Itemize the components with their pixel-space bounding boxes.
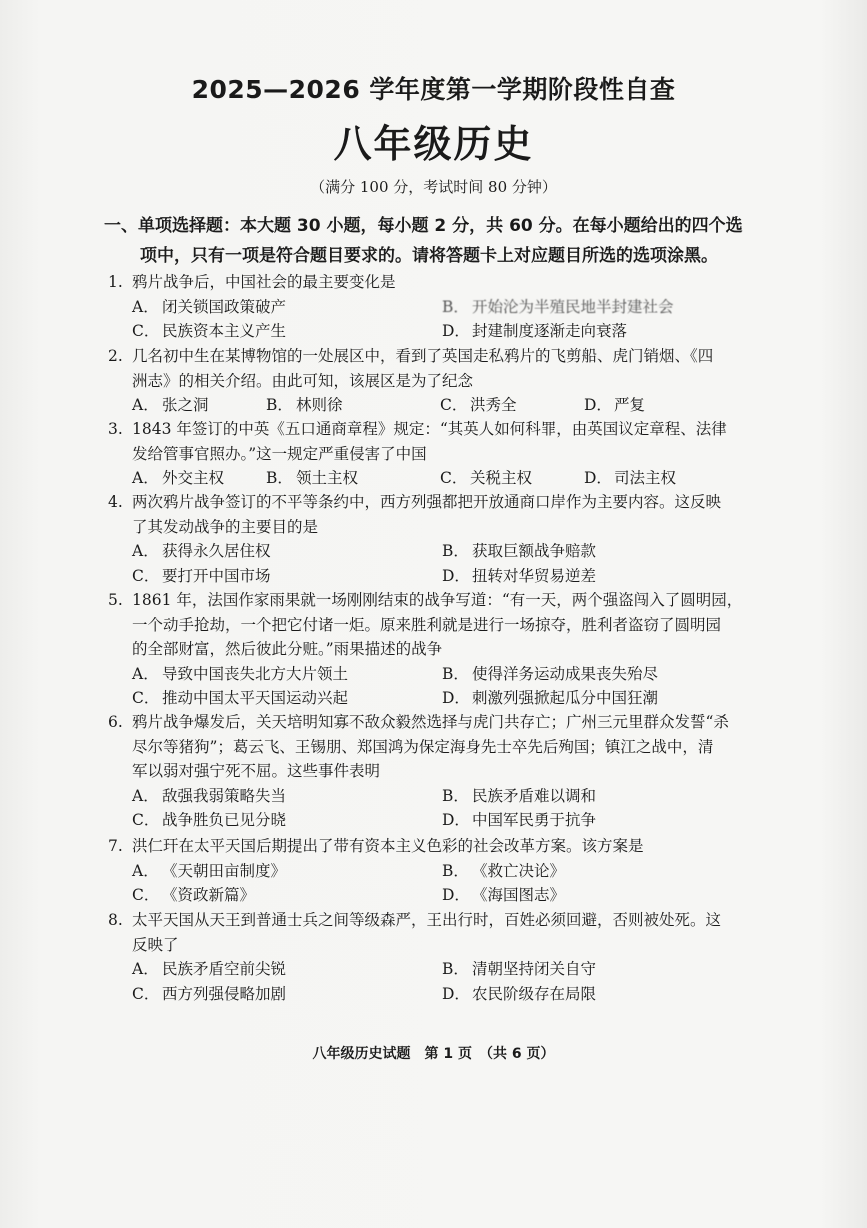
option-letter: C． (132, 322, 160, 340)
options-row (108, 859, 768, 884)
option-d (442, 564, 596, 589)
option-b (442, 662, 658, 687)
options-row (108, 808, 768, 833)
options-row (108, 295, 768, 320)
option-letter: A． (132, 960, 159, 978)
option-d (442, 883, 565, 908)
option-b (442, 784, 596, 809)
option-a (132, 784, 286, 809)
section-heading-line2: 项中，只有一项是符合题目要求的。请将答题卡上对应题目所选的选项涂黑。 (140, 246, 718, 266)
options-row (108, 393, 768, 418)
question-stem-continued (108, 735, 768, 760)
option-text: 中国军民勇于抗争 (472, 811, 597, 829)
option-letter: D． (442, 886, 470, 904)
question-stem (108, 490, 768, 515)
option-text: 司法主权 (614, 469, 677, 487)
section-heading (104, 211, 764, 271)
option-a (132, 393, 209, 418)
option-letter: B． (442, 861, 469, 880)
option-text: 关税主权 (470, 469, 533, 487)
option-letter: C． (440, 469, 468, 487)
option-text: 洪秀全 (470, 396, 517, 414)
options-row (108, 466, 768, 491)
option-letter: C． (132, 886, 160, 904)
option-b (442, 957, 596, 982)
question-7 (108, 834, 768, 908)
option-letter: B． (442, 542, 469, 560)
option-d (442, 982, 596, 1007)
question-stem (108, 344, 768, 369)
option-text: 农民阶级存在局限 (472, 984, 597, 1003)
option-letter: A． (132, 469, 159, 487)
option-text: 战争胜负已见分晓 (162, 811, 287, 829)
exam-note: （满分 100 分，考试时间 80 分钟） (310, 178, 557, 196)
section-heading-line1: 一、单项选择题：本大题 30 小题，每小题 2 分，共 60 分。在每小题给出的四个选 (104, 216, 743, 236)
question-stem-text: 1843 年签订的中英《五口通商章程》规定：“其英人如何科罪，由英国议定章程、法律 (132, 420, 727, 438)
option-text: 民族资本主义产生 (162, 322, 287, 340)
option-text: 闭关锁国政策破产 (162, 297, 287, 316)
question-stem-text: 两次鸦片战争签订的不平等条约中，西方列强都把开放通商口岸作为主要内容。这反映 (132, 493, 722, 511)
question-stem-continued (108, 613, 768, 638)
option-text: 封建制度逐渐走向衰落 (472, 322, 628, 340)
question-stem-continued (108, 637, 768, 662)
question-stem-continued (108, 369, 768, 394)
question-stem-text: 的全部财富，然后彼此分赃。”雨果描述的战争 (132, 640, 443, 658)
question-2 (108, 344, 768, 418)
options-row (108, 539, 768, 564)
question-stem-text: 1861 年，法国作家雨果就一场刚刚结束的战争写道：“有一天，两个强盗闯入了圆明园， (132, 591, 743, 609)
option-text: 张之洞 (162, 396, 209, 414)
question-number: 2. (108, 347, 123, 365)
question-stem (108, 908, 768, 933)
option-text: 使得洋务运动成果丧失殆尽 (472, 664, 659, 683)
question-8 (108, 908, 768, 1006)
option-c (132, 319, 286, 344)
option-text: 严复 (614, 396, 646, 414)
question-4 (108, 490, 768, 588)
option-b (266, 393, 343, 418)
question-stem-continued (108, 515, 768, 540)
option-text: 领土主权 (296, 469, 359, 487)
options-row (108, 686, 768, 711)
option-b (442, 859, 565, 884)
option-b (442, 295, 674, 320)
option-letter: B． (442, 960, 469, 978)
option-text: 《天朝田亩制度》 (162, 861, 287, 880)
question-stem-continued (108, 933, 768, 958)
option-b (266, 466, 358, 491)
option-letter: B． (442, 786, 469, 805)
option-text: 开始沦为半殖民地半封建社会 (472, 297, 674, 316)
option-d (442, 808, 596, 833)
option-text: 《救亡决论》 (472, 861, 566, 880)
option-a (132, 295, 286, 320)
question-stem-text: 发给管事官照办。”这一规定严重侵害了中国 (132, 444, 427, 463)
option-c (132, 686, 348, 711)
option-letter: C． (132, 689, 160, 707)
question-stem (108, 710, 768, 735)
option-letter: C． (132, 811, 160, 829)
option-text: 获得永久居住权 (162, 542, 271, 560)
question-stem-text: 尽尔等猪狗”；葛云飞、王锡朋、郑国鸿为保定海身先士卒先后殉国；镇江之战中，清 (132, 737, 714, 756)
question-number: 6. (108, 713, 123, 731)
option-text: 要打开中国市场 (162, 566, 271, 585)
question-stem-text: 反映了 (132, 935, 179, 954)
question-stem-text: 洪仁玕在太平天国后期提出了带有资本主义色彩的社会改革方案。该方案是 (132, 837, 644, 855)
options-row (108, 662, 768, 687)
question-number: 3. (108, 420, 123, 438)
option-text: 《海国图志》 (472, 886, 566, 904)
option-b (442, 539, 596, 564)
option-letter: C． (132, 566, 160, 585)
option-letter: D． (442, 811, 470, 829)
option-c (132, 982, 286, 1007)
question-6 (108, 710, 768, 833)
option-letter: A． (132, 297, 159, 316)
option-text: 林则徐 (296, 396, 343, 414)
question-stem-text: 一个动手抢劫，一个把它付诸一炬。原来胜利就是进行一场掠夺，胜利者盗窃了圆明园 (132, 615, 722, 634)
question-stem-text: 洲志》的相关介绍。由此可知，该展区是为了纪念 (132, 371, 474, 390)
option-letter: D． (442, 566, 470, 585)
question-stem-text: 了其发动战争的主要目的是 (132, 517, 319, 536)
question-stem-text: 鸦片战争后，中国社会的最主要变化是 (132, 273, 396, 291)
option-letter: D． (584, 469, 612, 487)
option-text: 西方列强侵略加剧 (162, 984, 287, 1003)
question-stem (108, 270, 768, 295)
question-number: 7. (108, 837, 123, 855)
question-stem-continued (108, 442, 768, 467)
options-row (108, 982, 768, 1007)
option-c (440, 393, 517, 418)
option-letter: D． (442, 322, 470, 340)
question-stem-text: 太平天国从天王到普通士兵之间等级森严，王出行时，百姓必须回避，否则被处死。这 (132, 911, 722, 929)
options-row (108, 883, 768, 908)
option-letter: A． (132, 861, 159, 880)
question-number: 8. (108, 911, 123, 929)
option-d (442, 686, 658, 711)
option-letter: B． (442, 664, 469, 683)
option-d (584, 466, 676, 491)
option-text: 获取巨额战争赔款 (472, 542, 597, 560)
question-number: 1. (108, 273, 123, 291)
question-number: 4. (108, 493, 123, 511)
option-text: 敌强我弱策略失当 (162, 786, 287, 805)
subject-title: 八年级历史 (333, 122, 534, 166)
option-text: 刺激列强掀起瓜分中国狂潮 (472, 689, 659, 707)
option-text: 《资政新篇》 (162, 886, 256, 904)
option-d (584, 393, 645, 418)
options-row (108, 957, 768, 982)
option-letter: A． (132, 542, 159, 560)
options-row (108, 319, 768, 344)
option-letter: A． (132, 664, 159, 683)
option-a (132, 957, 286, 982)
question-stem-continued (108, 759, 768, 784)
option-text: 外交主权 (162, 469, 225, 487)
question-stem-text: 几名初中生在某博物馆的一处展区中，看到了英国走私鸦片的飞剪船、虎门销烟、《四 (132, 347, 714, 365)
option-a (132, 466, 224, 491)
option-letter: A． (132, 396, 159, 414)
option-c (132, 808, 286, 833)
question-3 (108, 417, 768, 491)
question-stem (108, 588, 768, 613)
option-a (132, 662, 348, 687)
exam-title: 2025—2026 学年度第一学期阶段性自查 (191, 75, 676, 104)
option-text: 清朝坚持闭关自守 (472, 960, 597, 978)
question-stem-text: 军以弱对强宁死不屈。这些事件表明 (132, 762, 381, 780)
question-number: 5. (108, 591, 123, 609)
option-d (442, 319, 627, 344)
options-row (108, 784, 768, 809)
option-a (132, 539, 271, 564)
option-letter: D． (442, 984, 470, 1003)
options-row (108, 564, 768, 589)
option-letter: C． (132, 984, 160, 1003)
option-letter: C． (440, 396, 468, 414)
question-stem (108, 417, 768, 442)
question-stem (108, 834, 768, 859)
option-letter: A． (132, 786, 159, 805)
option-text: 民族矛盾空前尖锐 (162, 960, 287, 978)
option-a (132, 859, 286, 884)
option-text: 民族矛盾难以调和 (472, 786, 597, 805)
option-letter: D． (442, 689, 470, 707)
option-letter: B． (442, 297, 469, 316)
option-text: 推动中国太平天国运动兴起 (162, 689, 349, 707)
question-stem-text: 鸦片战争爆发后，关天培明知寡不敌众毅然选择与虎门共存亡；广州三元里群众发誓“杀 (132, 713, 729, 731)
option-c (132, 883, 255, 908)
option-text: 导致中国丧失北方大片领土 (162, 664, 349, 683)
page-footer: 八年级历史试题 第 1 页 （共 6 页） (312, 1046, 555, 1062)
question-1 (108, 270, 768, 344)
option-c (440, 466, 532, 491)
question-5 (108, 588, 768, 711)
option-text: 扭转对华贸易逆差 (472, 566, 597, 585)
option-letter: B． (266, 396, 293, 414)
option-letter: B． (266, 469, 293, 487)
option-letter: D． (584, 396, 612, 414)
option-c (132, 564, 271, 589)
